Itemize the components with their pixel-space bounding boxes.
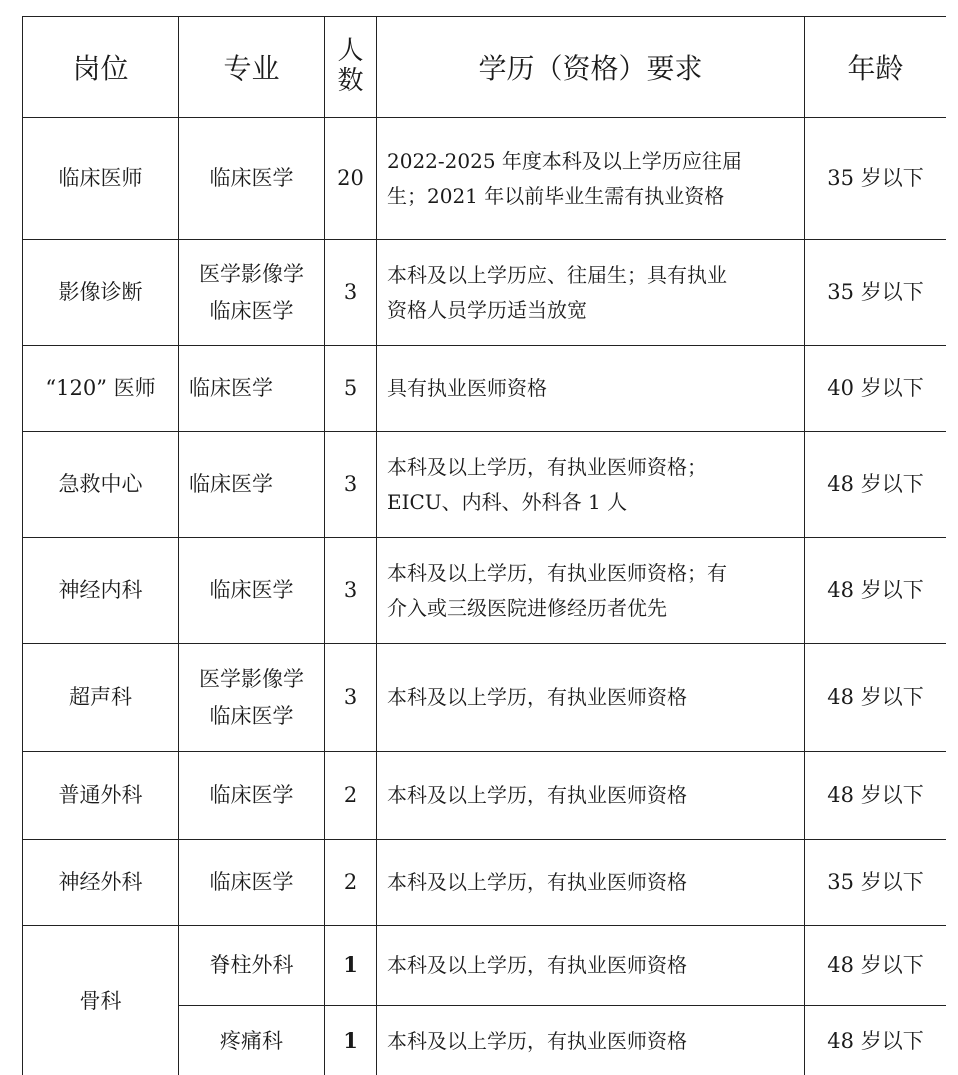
requirement-cell — [377, 240, 805, 346]
requirement-line: 介入或三级医院进修经历者优先 — [387, 595, 667, 620]
requirement-line: 本科及以上学历，有执业医师资格 — [387, 783, 687, 807]
count-cell: 20 — [325, 118, 377, 240]
major-cell: 疼痛科 — [179, 1006, 325, 1075]
position-cell: 超声科 — [23, 644, 179, 752]
count-cell: 3 — [325, 538, 377, 644]
major-line: 临床医学 — [209, 166, 294, 191]
major-cell — [179, 840, 325, 926]
age-cell: 48 岁以下 — [805, 926, 947, 1006]
major-line: 临床医学 — [209, 703, 294, 728]
count-cell: 5 — [325, 346, 377, 432]
requirement-cell — [377, 118, 805, 240]
count-cell: 3 — [325, 644, 377, 752]
age-cell: 48 岁以下 — [805, 644, 947, 752]
age-cell: 40 岁以下 — [805, 346, 947, 432]
requirement-line: 2022-2025 年度本科及以上学历应往届 — [387, 148, 742, 173]
header-row — [23, 17, 947, 118]
major-cell — [179, 752, 325, 840]
requirement-line: 资格人员学历适当放宽 — [387, 297, 587, 322]
position-cell: 神经外科 — [23, 840, 179, 926]
header-count-line1: 人 — [337, 36, 364, 67]
requirement-cell: 本科及以上学历，有执业医师资格 — [377, 1006, 805, 1075]
age-cell: 35 岁以下 — [805, 840, 947, 926]
major-cell — [179, 346, 325, 432]
recruitment-table-page — [22, 16, 946, 1075]
major-line: 医学影像学 — [199, 666, 304, 691]
header-position: 岗位 — [23, 17, 179, 118]
requirement-line: 具有执业医师资格 — [387, 376, 547, 400]
position-cell-orthopedics: 骨科 — [23, 926, 179, 1075]
table-row — [23, 346, 947, 432]
count-cell: 1 — [325, 1006, 377, 1075]
table-row — [23, 432, 947, 538]
age-cell: 48 岁以下 — [805, 1006, 947, 1075]
requirement-line: 生；2021 年以前毕业生需有执业资格 — [387, 183, 725, 208]
requirement-line: 本科及以上学历，有执业医师资格 — [387, 870, 687, 894]
position-cell: “120” 医师 — [23, 346, 179, 432]
count-cell: 2 — [325, 752, 377, 840]
major-cell: 脊柱外科 — [179, 926, 325, 1006]
major-cell — [179, 538, 325, 644]
requirement-cell — [377, 752, 805, 840]
major-line: 临床医学 — [209, 298, 294, 323]
table-row — [23, 840, 947, 926]
age-cell: 48 岁以下 — [805, 752, 947, 840]
position-cell: 临床医师 — [23, 118, 179, 240]
header-requirement: 学历（资格）要求 — [377, 17, 805, 118]
age-cell: 48 岁以下 — [805, 538, 947, 644]
major-cell — [179, 240, 325, 346]
position-cell: 神经内科 — [23, 538, 179, 644]
table-row — [23, 644, 947, 752]
requirement-cell — [377, 538, 805, 644]
count-cell: 3 — [325, 240, 377, 346]
requirement-line: 本科及以上学历，有执业医师资格 — [387, 685, 687, 709]
major-cell — [179, 432, 325, 538]
major-line: 临床医学 — [209, 870, 294, 895]
major-line: 临床医学 — [189, 472, 273, 497]
major-line: 临床医学 — [209, 783, 294, 808]
header-age: 年龄 — [805, 17, 947, 118]
major-line: 临床医学 — [209, 578, 294, 603]
requirement-line: EICU、内科、外科各 1 人 — [387, 489, 628, 514]
requirement-cell — [377, 840, 805, 926]
header-count-line2: 数 — [337, 66, 364, 96]
table-row — [23, 538, 947, 644]
table-row — [23, 752, 947, 840]
table-row — [23, 926, 947, 1006]
position-cell: 影像诊断 — [23, 240, 179, 346]
requirement-cell — [377, 346, 805, 432]
position-cell: 急救中心 — [23, 432, 179, 538]
count-cell: 1 — [325, 926, 377, 1006]
count-cell: 2 — [325, 840, 377, 926]
age-cell: 35 岁以下 — [805, 240, 947, 346]
age-cell: 35 岁以下 — [805, 118, 947, 240]
age-cell: 48 岁以下 — [805, 432, 947, 538]
position-cell: 普通外科 — [23, 752, 179, 840]
count-cell: 3 — [325, 432, 377, 538]
header-major: 专业 — [179, 17, 325, 118]
requirement-cell — [377, 432, 805, 538]
requirement-line: 本科及以上学历应、往届生；具有执业 — [387, 262, 727, 287]
requirement-cell — [377, 644, 805, 752]
requirement-cell: 本科及以上学历，有执业医师资格 — [377, 926, 805, 1006]
major-cell — [179, 644, 325, 752]
major-line: 医学影像学 — [199, 261, 304, 286]
recruitment-table — [22, 16, 946, 1075]
table-row — [23, 118, 947, 240]
requirement-line: 本科及以上学历，有执业医师资格；有 — [387, 560, 727, 585]
major-line: 临床医学 — [189, 376, 273, 401]
table-row — [23, 240, 947, 346]
header-count — [325, 17, 377, 118]
major-cell — [179, 118, 325, 240]
requirement-line: 本科及以上学历，有执业医师资格； — [387, 454, 707, 479]
